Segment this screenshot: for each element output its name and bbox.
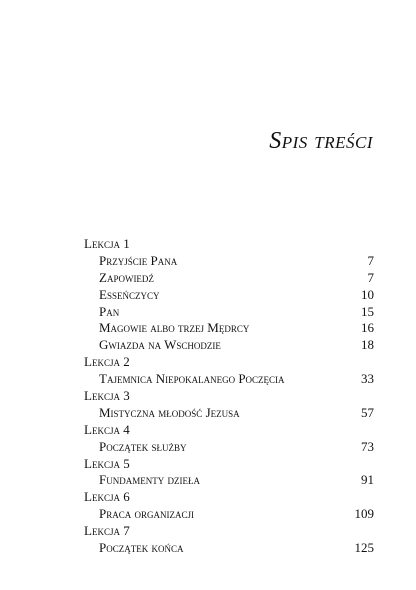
toc-entry-title: Pan [99,303,120,319]
lesson-heading: Lekcja 7 [84,523,130,539]
toc-entry [84,287,374,304]
toc-entry-page: 91 [361,472,374,488]
toc-entry-page: 16 [361,320,374,336]
toc-entry [84,439,374,456]
lesson-heading: Lekcja 5 [84,455,130,471]
table-of-contents [84,236,374,557]
toc-entry-title: Gwiazda na Wschodzie [99,337,221,353]
toc-entry-title: Praca organizacji [99,506,194,522]
toc-entry-page: 33 [361,371,374,387]
toc-entry [84,472,374,489]
toc-entry [84,506,374,523]
toc-entry-title: Początek końca [99,540,184,556]
toc-entry-title: Fundamenty dzieła [99,472,200,488]
toc-entry [84,270,374,287]
lesson-heading: Lekcja 6 [84,489,130,505]
lesson-heading: Lekcja 3 [84,388,130,404]
toc-entry [84,253,374,270]
toc-entry-page: 7 [367,252,374,268]
toc-entry-page: 73 [361,438,374,454]
toc-entry [84,320,374,337]
toc-entry-title: Esseńczycy [99,286,160,302]
toc-entry [84,304,374,321]
toc-entry [84,405,374,422]
toc-entry-title: Tajemnica Niepokalanego Poczęcia [99,371,285,387]
toc-entry [84,337,374,354]
toc-entry-page: 125 [354,540,374,556]
toc-entry-page: 57 [361,404,374,420]
toc-entry-page: 18 [361,337,374,353]
toc-entry [84,371,374,388]
toc-entry [84,540,374,557]
lesson-heading: Lekcja 1 [84,236,130,251]
toc-entry-title: Mistyczna młodość Jezusa [99,404,240,420]
toc-entry-title: Magowie albo trzej Mędrcy [99,320,250,336]
toc-entry-title: Zapowiedź [99,269,154,285]
toc-entry-page: 109 [354,506,374,522]
page-title: Spis treści [269,128,373,154]
lesson-heading: Lekcja 4 [84,421,130,437]
lesson-heading: Lekcja 2 [84,354,130,370]
toc-entry-page: 10 [361,286,374,302]
toc-entry-page: 7 [367,269,374,285]
toc-entry-title: Przyjście Pana [99,252,178,268]
toc-entry-title: Początek służby [99,438,187,454]
toc-entry-page: 15 [361,303,374,319]
